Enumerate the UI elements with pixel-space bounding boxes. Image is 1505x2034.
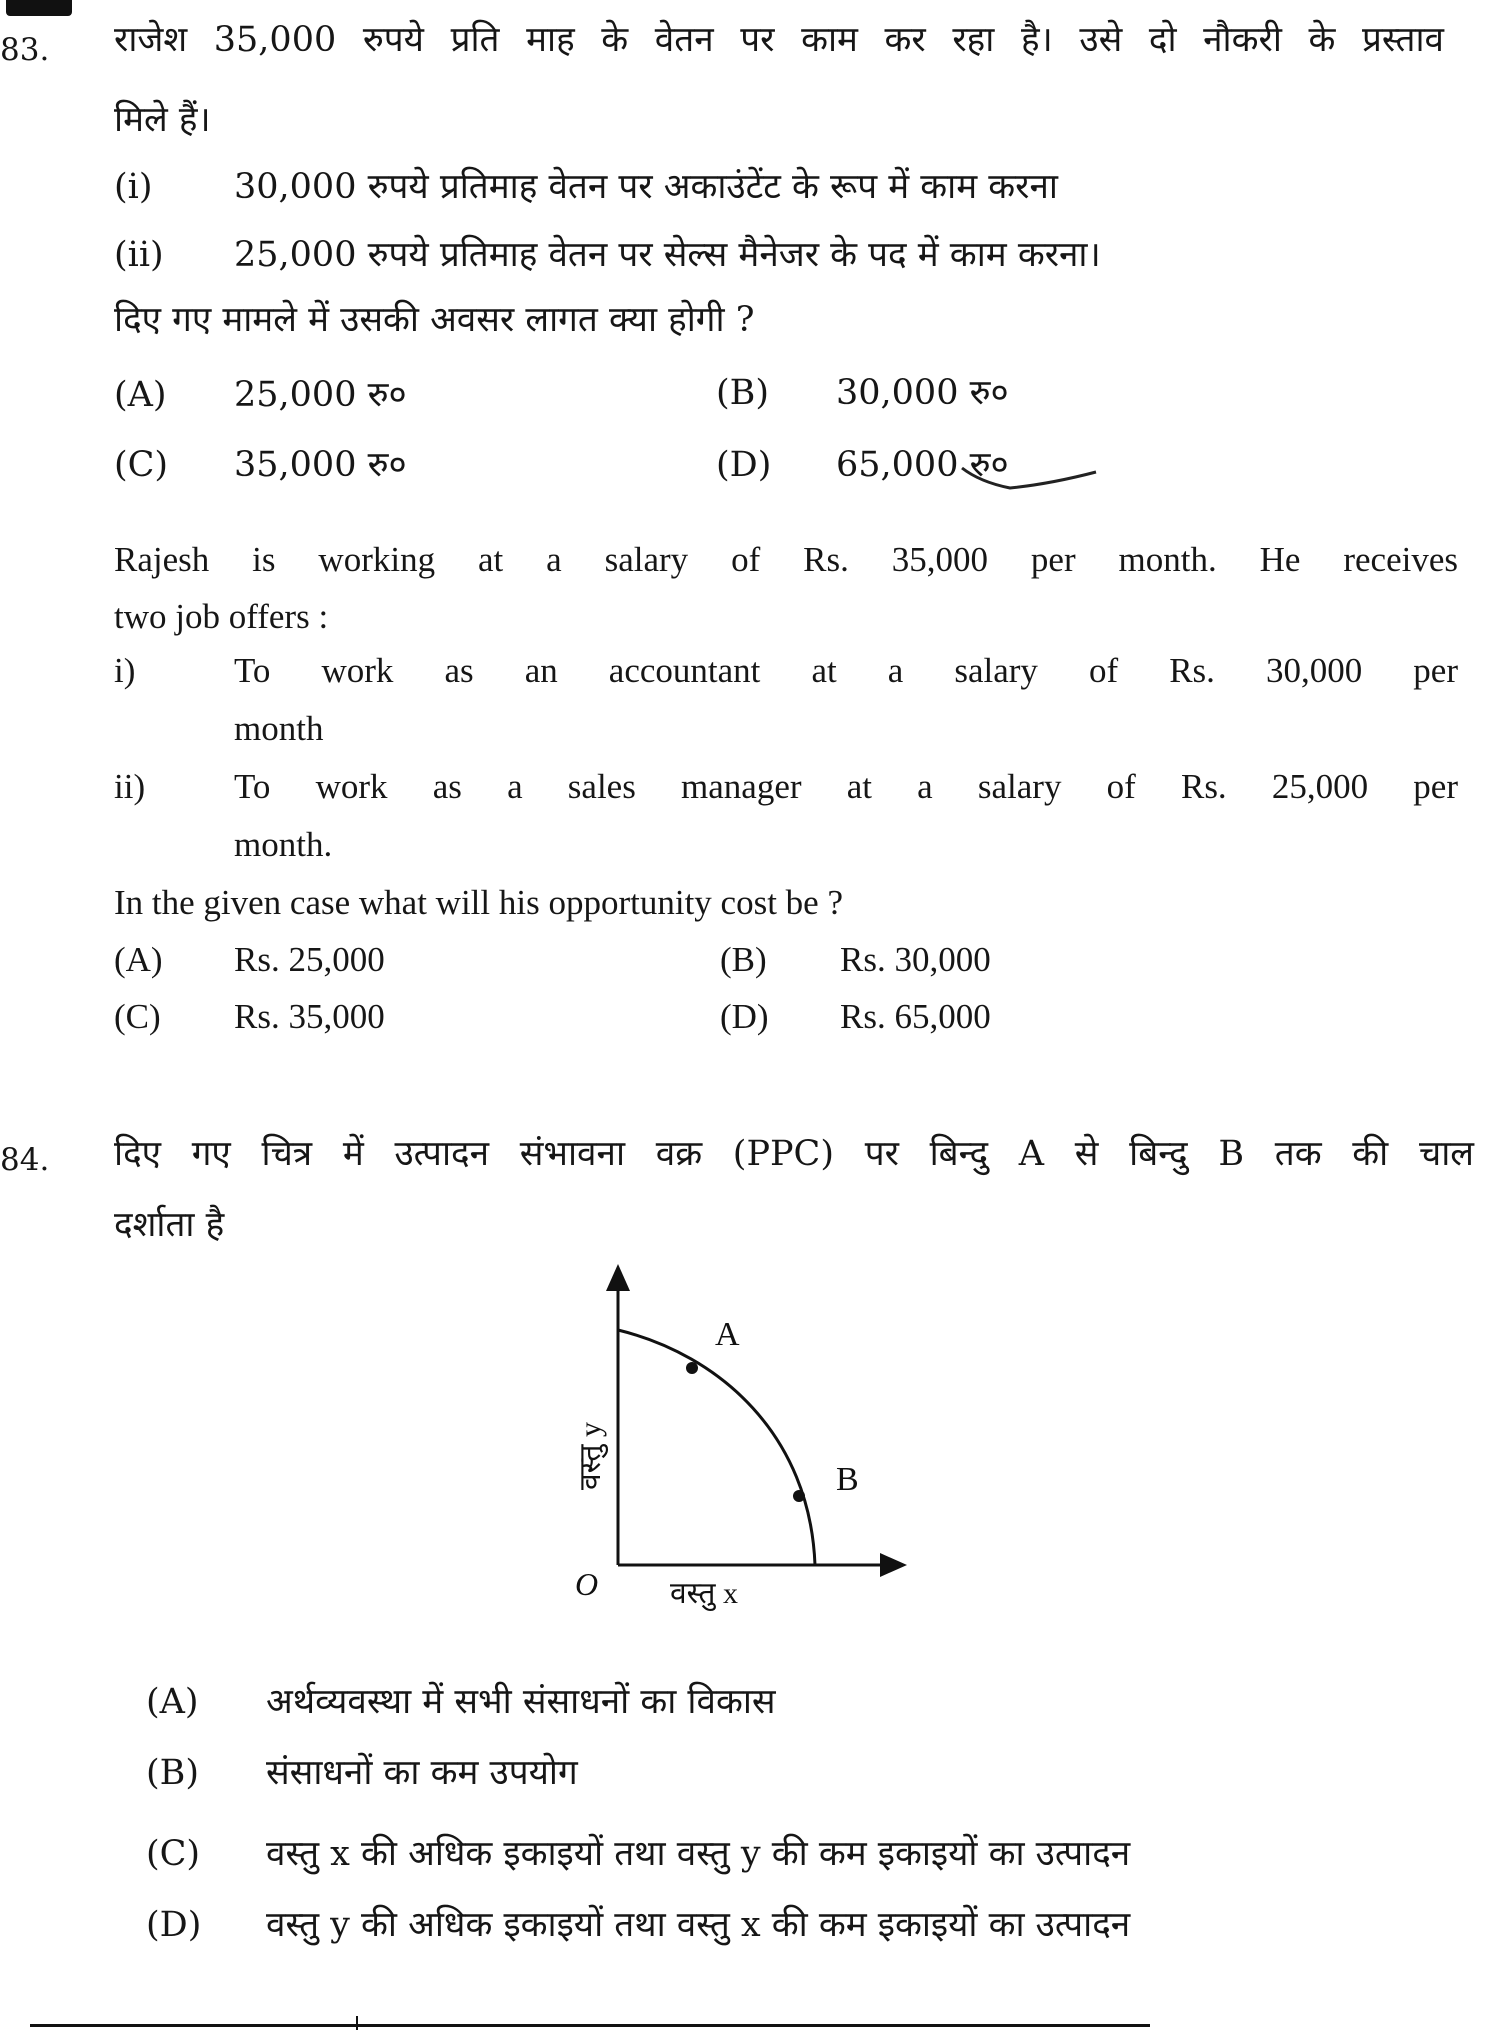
option-label: (A) [114,375,167,415]
option-text: वस्तु x की अधिक इकाइयों तथा वस्तु y की कम इकाइयों का उत्पादन [266,1834,1131,1874]
q83-hindi-option-b [716,371,1009,417]
footer-tick [356,2016,358,2030]
y-axis-label: वस्तु y [574,1422,607,1490]
q83-english-item-1 [114,648,1458,694]
option-label: (D) [720,997,769,1036]
footer-rule [30,2024,1150,2027]
option-label: (A) [146,1682,199,1722]
item-label: ii) [114,767,146,806]
option-label: (C) [114,445,169,485]
q84-stem-line1: दिए गए चित्र में उत्पादन संभावना वक्र (PPC) पर बिन्दु A से बिन्दु B तक की चाल [114,1134,1474,1174]
point-a-marker [686,1362,698,1374]
q84-option-a [146,1680,776,1726]
option-label: (B) [146,1753,200,1793]
point-b-label: B [836,1461,859,1498]
option-label: (D) [146,1905,202,1945]
q83-english-option-b [720,937,991,983]
item-text-line1: To work as an accountant at a salary of Rs. 30,000 per [234,651,1458,690]
option-text: Rs. 35,000 [234,997,385,1036]
ppc-curve [618,1330,815,1565]
option-label: (C) [146,1834,201,1874]
option-text: 65,000 रु० [836,445,1009,485]
q83-english-item-1-line2: month [234,709,324,748]
q84-option-b [146,1751,578,1797]
point-a-label: A [715,1316,740,1353]
q84-number: 84. [0,1142,50,1178]
option-label: (C) [114,997,161,1036]
item-text: 30,000 रुपये प्रतिमाह वेतन पर अकाउंटेंट के रूप में काम करना [234,167,1058,207]
option-text: Rs. 30,000 [840,940,991,979]
item-label: (ii) [114,235,164,275]
ppc-diagram [520,1260,920,1620]
q83-hindi-stem-line2: मिले हैं। [114,100,211,140]
option-text: 25,000 रु० [234,375,407,415]
q84-option-d [146,1903,1130,1949]
x-axis-label: वस्तु x [670,1577,738,1610]
point-b-marker [793,1490,805,1502]
option-text: 35,000 रु० [234,445,407,485]
q83-hindi-item-1 [114,165,1058,211]
q83-hindi-stem-line1: राजेश 35,000 रुपये प्रति माह के वेतन पर काम कर रहा है। उसे दो नौकरी के प्रस्ताव [114,20,1444,60]
q83-english-stem-line2: two job offers : [114,597,329,636]
q83-english-item-2-line2: month. [234,825,333,864]
item-text: 25,000 रुपये प्रतिमाह वेतन पर सेल्स मैनेजर के पद में काम करना। [234,235,1101,275]
q83-hindi-option-a [114,373,407,419]
q83-english-stem-line1: Rajesh is working at a salary of Rs. 35,000 per month. He receives [114,540,1458,579]
option-label: (B) [720,940,767,979]
q83-hindi-item-2 [114,233,1101,279]
q84-stem-line2: दर्शाता है [114,1205,225,1245]
item-text-line1: To work as a sales manager at a salary of Rs. 25,000 per [234,767,1458,806]
page-corner-tab [6,0,72,16]
q84-option-c [146,1832,1130,1878]
option-text: Rs. 25,000 [234,940,385,979]
q83-hindi-option-c [114,443,407,489]
handwritten-underline-mark [960,460,1100,500]
q83-number: 83. [0,32,50,68]
q83-english-option-a [114,937,385,983]
option-label: (D) [716,445,772,485]
option-text: Rs. 65,000 [840,997,991,1036]
origin-label: O [575,1566,599,1602]
q83-english-item-2 [114,764,1458,810]
item-label: i) [114,651,136,690]
item-label: (i) [114,167,153,207]
option-text: 30,000 रु० [836,373,1009,413]
q83-english-question: In the given case what will his opportunity cost be ? [114,883,844,922]
option-text: अर्थव्यवस्था में सभी संसाधनों का विकास [266,1682,776,1722]
q83-english-option-c [114,994,385,1040]
option-text: संसाधनों का कम उपयोग [266,1753,578,1793]
q83-hindi-question: दिए गए मामले में उसकी अवसर लागत क्या होगी ? [114,300,755,340]
option-label: (A) [114,940,163,979]
q83-english-option-d [720,994,991,1040]
option-label: (B) [716,373,770,413]
option-text: वस्तु y की अधिक इकाइयों तथा वस्तु x की कम इकाइयों का उत्पादन [266,1905,1131,1945]
